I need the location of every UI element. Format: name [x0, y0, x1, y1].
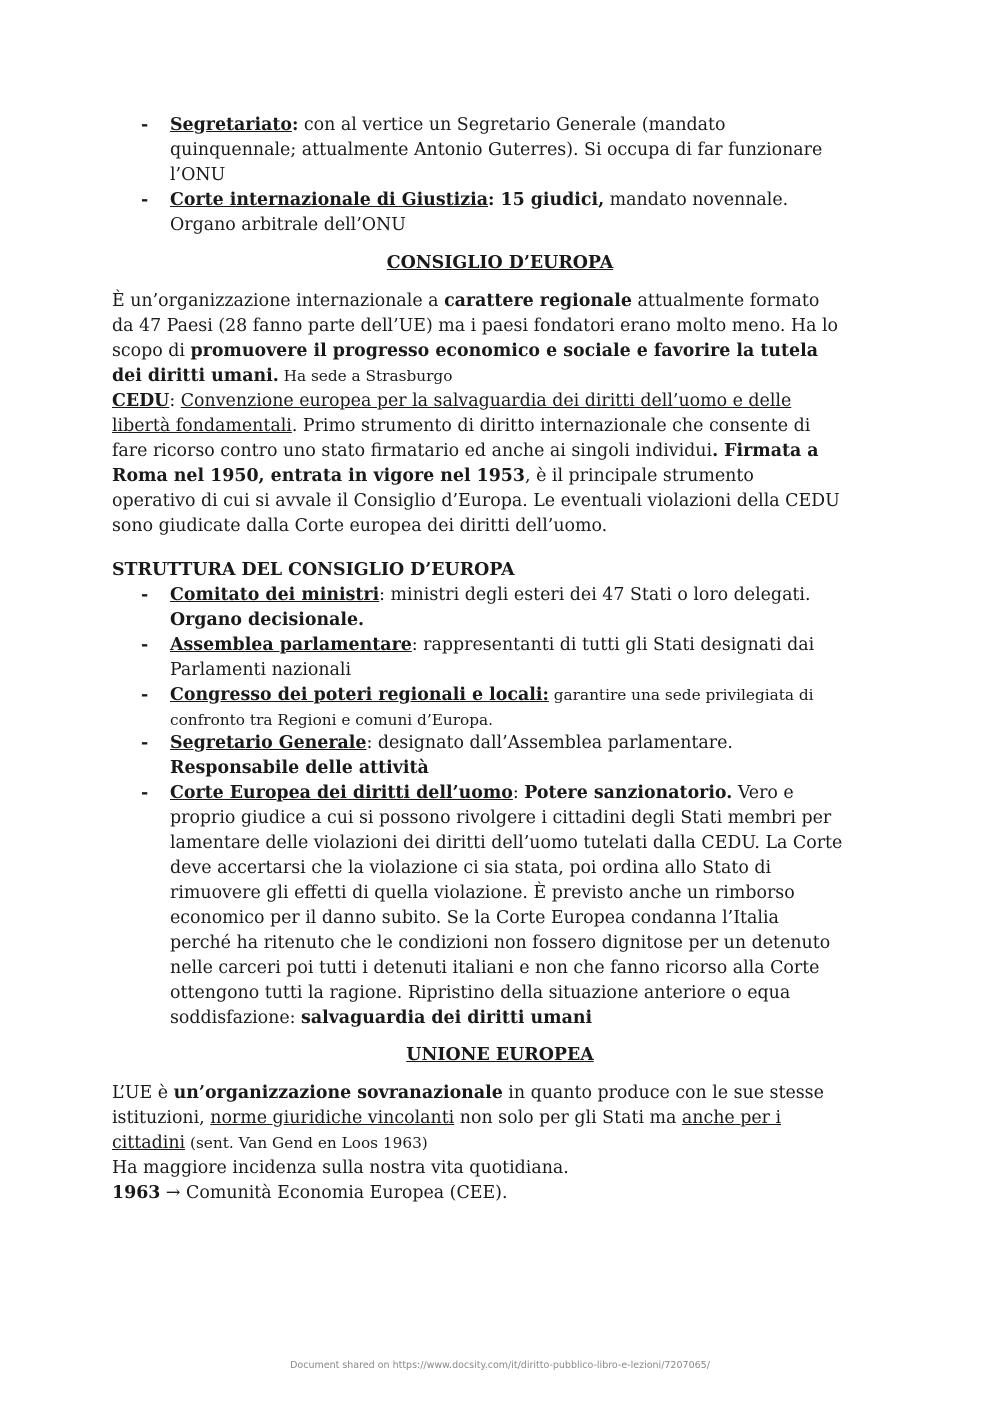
term-congresso: Congresso dei poteri regionali e locali:	[170, 685, 549, 705]
term-comitato: Comitato dei ministri	[170, 585, 380, 605]
term-segretario: Segretario Generale	[170, 733, 367, 753]
bullet-dash: -	[141, 190, 149, 210]
arrow-right-icon: →	[160, 1183, 187, 1203]
bullet-dash: -	[141, 733, 149, 753]
term-corte-giustizia: Corte internazionale di Giustizia	[170, 190, 488, 210]
bullet-dash: -	[141, 685, 149, 705]
document-page: - Segretariato: con al vertice un Segretario Generale (mandato quinquennale; attualmente Antonio Guterres). Si occupa di far funzionare l’ONU - Corte internazionale di Giustizia: 15 giudici, mandato novennale. Organo arbitrale dell’ONU CONSIGLIO D’EUROPA È un’organizzazione internazionale a carattere regionale attualmente formato da 47 Paesi (28 fanno parte dell’UE) ma i paesi fondatori erano molto meno. Ha lo scopo di promuovere il progresso economico e sociale e favorire la tutela dei diritti umani. Ha sede a Strasburgo CEDU: Convenzione europea per la salvaguardia dei diritti dell’uomo e delle libertà fondamentali. Primo strumento di diritto internazionale che consente di fare ricorso contro uno stato firmatario ed anche ai singoli individui. Firmata a Roma nel 1950, entrata in vigore nel 1953, è il principale strumento operativo di cui si avvale il Consiglio d’Europa. Le eventuali violazioni della CEDU sono giudicate dalla Corte europea dei diritti dell’uomo. STRUTTURA DEL CONSIGLIO D’EUROPA - Comitato dei ministri: ministri degli esteri dei 47 Stati o loro delegati. Organo decisionale. - Assemblea parlamentare: rappresentanti di tutti gli Stati designati dai Parlamenti nazionali - Congresso dei poteri regionali e locali: garantire una sede privilegiata di confronto tra Regioni e comuni d’Europa. - Segretario Generale: designato dall’Assemblea parlamentare. Responsabile delle attività - Corte Europea dei diritti dell’uomo: Potere sanzionatorio. Vero e proprio giudice a cui si possono rivolgere i cittadini degli Stati membri per lamentare delle violazioni dei diritti dell’uomo tutelati dalla CEDU. La Corte deve accertarsi che la violazione ci sia stata, poi ordina allo Stato di rimuovere gli effetti di quella violazione. È previsto anche un rimborso economico per il danno subito. Se la Corte Europea condanna l’Italia perché ha ritenuto che le condizioni non fossero dignitose per un detenuto nelle carceri poi tutti i detenuti italiani e non che fanno ricorso alla Corte ottengono tutti la ragione. Ripristino della situazione anteriore o equa soddisfazione: salvaguardia dei diritti umani UNIONE EUROPEA L’UE è un’organizzazione sovranazionale in quanto produce con le sue stesse istituzioni, norme giuridiche vincolanti non solo per gli Stati ma anche per i cittadini (sent. Van Gend en Loos 1963) Ha maggiore incidenza sulla nostra vita quotidiana. 1963 → Comunità Economia Europea (CEE). Document shared on https://www.docsity.com/it/diritto-pubblico-libro-e-lezioni/7207065/	[0, 0, 1000, 1415]
bullet-dash: -	[141, 635, 149, 655]
term-assemblea: Assemblea parlamentare	[170, 635, 412, 655]
bullet-dash: -	[141, 585, 149, 605]
term-corte-europea: Corte Europea dei diritti dell’uomo	[170, 783, 513, 803]
page-footer: Document shared on https://www.docsity.com/it/diritto-pubblico-libro-e-lezioni/7207065/	[290, 1360, 710, 1371]
term-segretariato: Segretariato	[170, 115, 292, 135]
term-cedu: CEDU	[112, 391, 170, 411]
bullet-dash: -	[141, 783, 149, 803]
bullet-dash: -	[141, 115, 149, 135]
